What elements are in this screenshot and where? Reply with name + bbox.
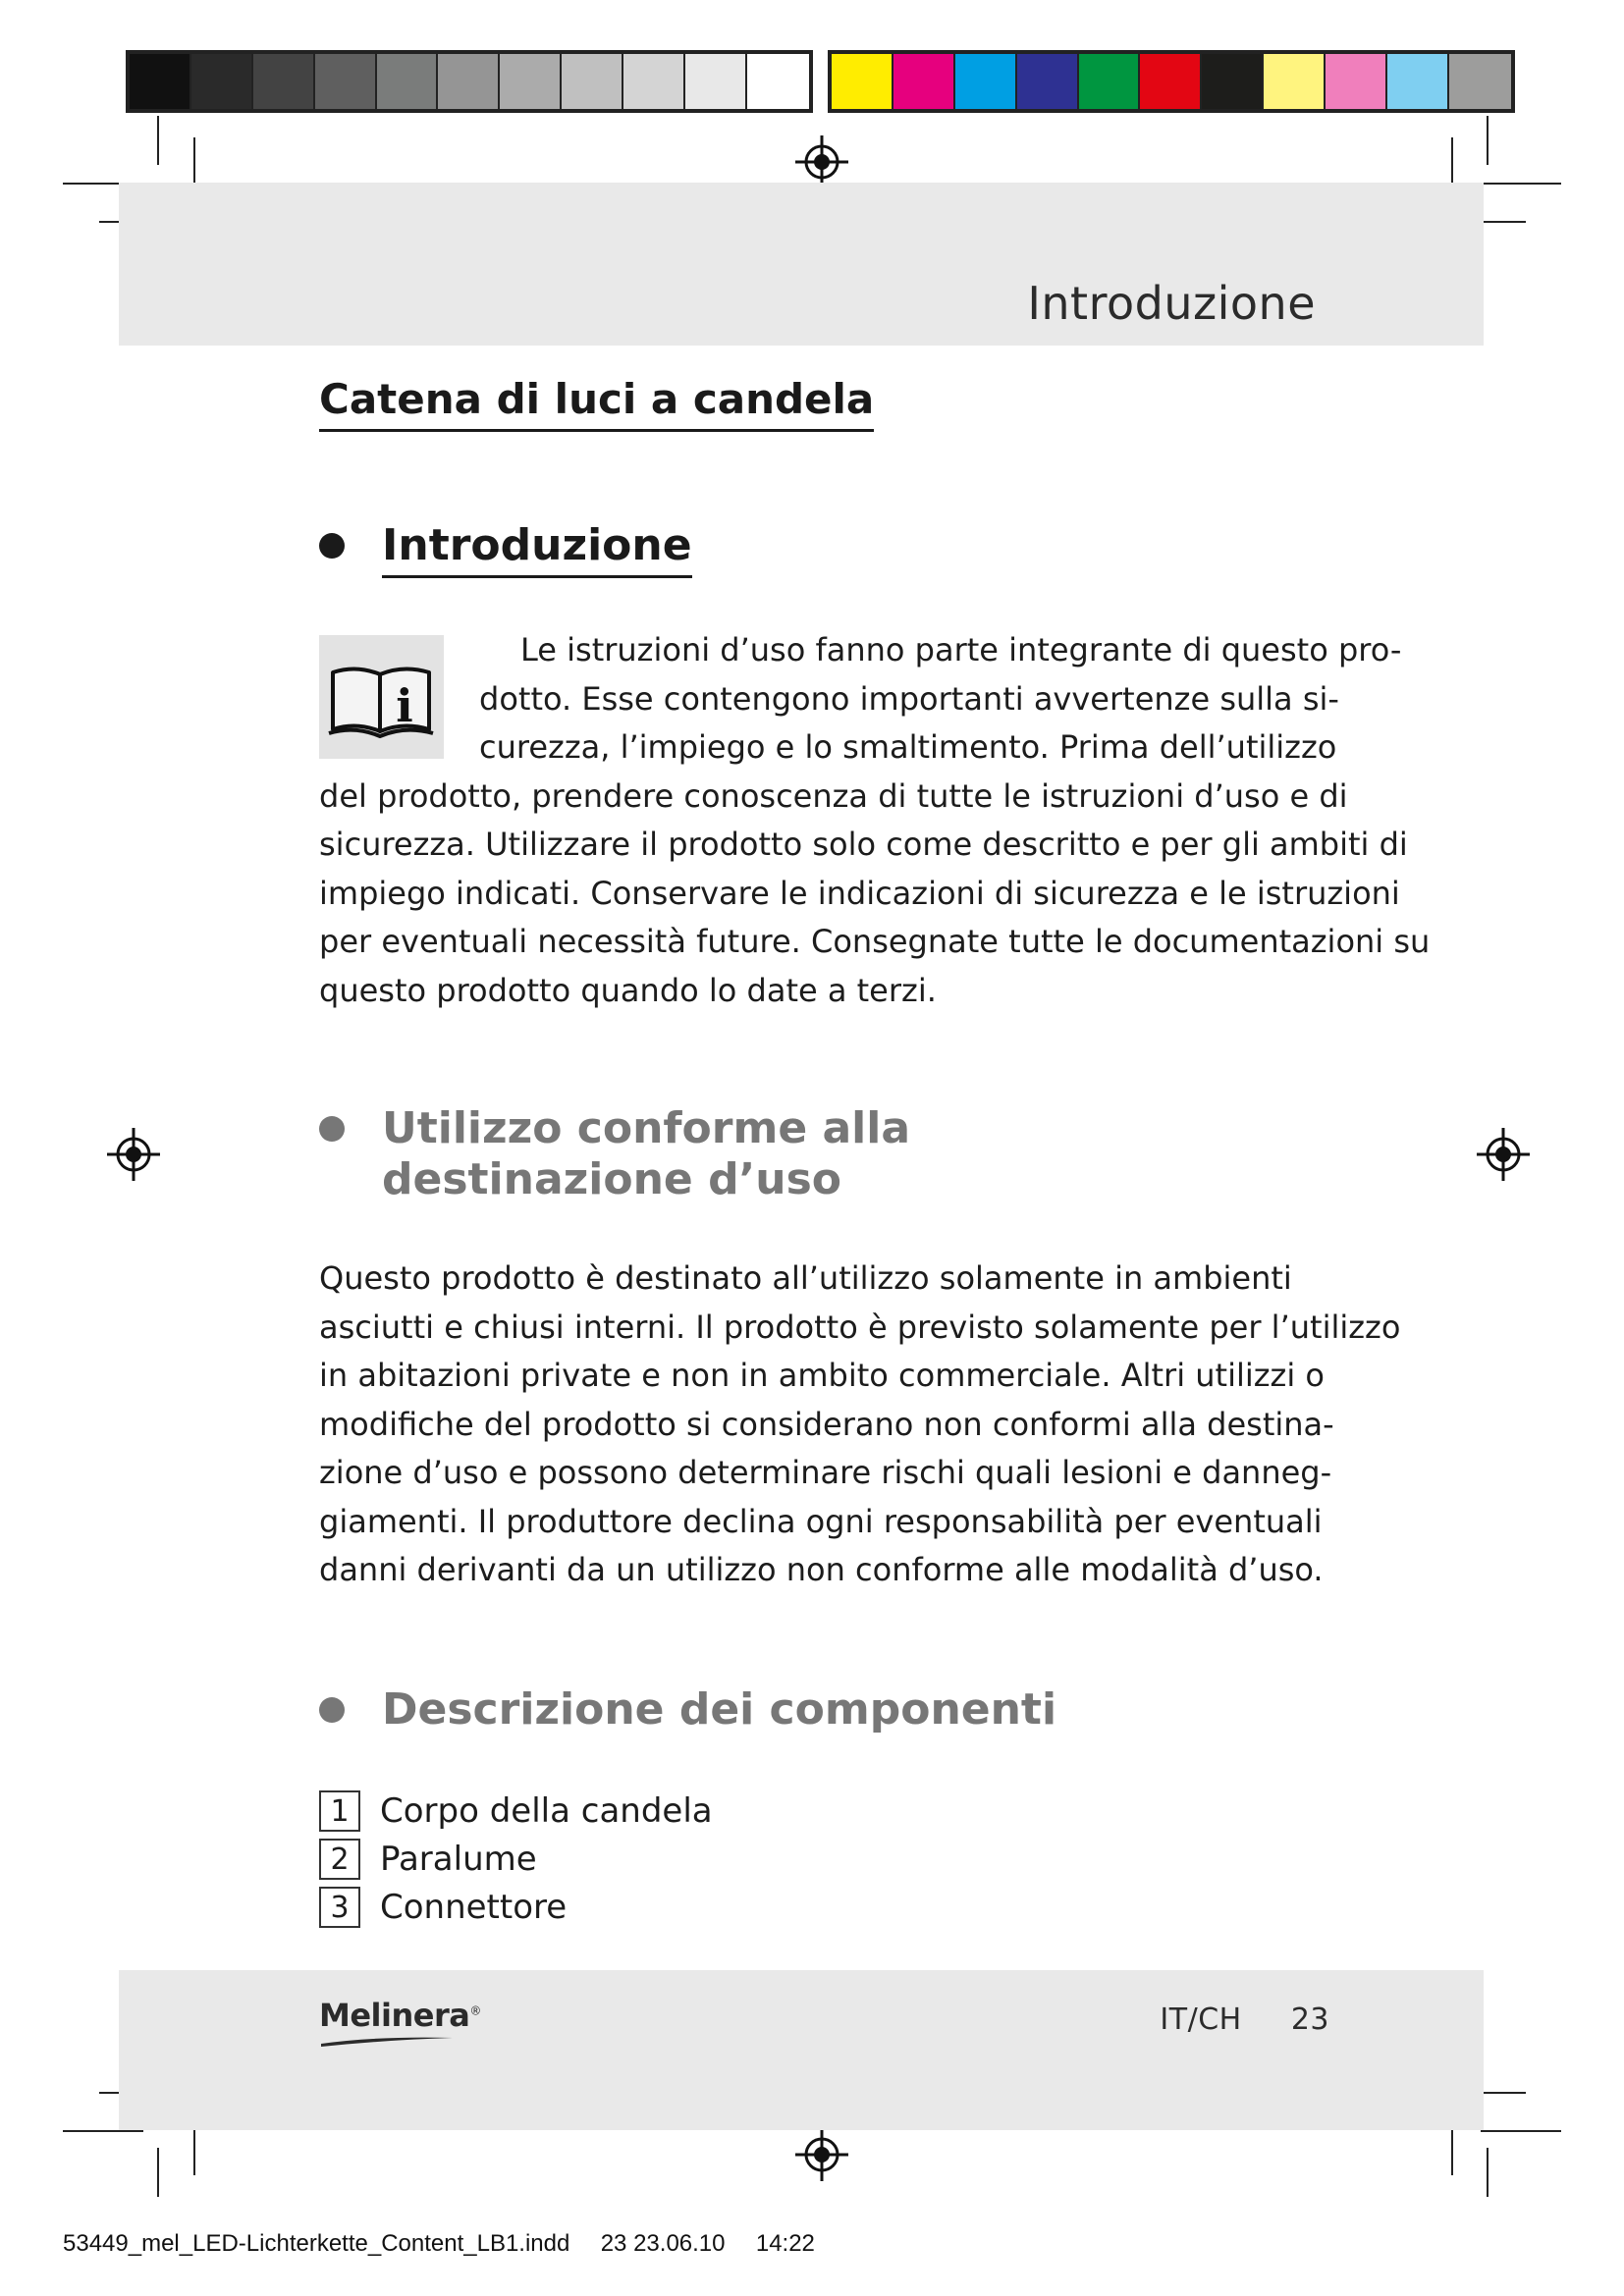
section-heading-text: destinazione d’uso [382,1154,842,1204]
intended-use-paragraph [319,1255,1401,1595]
gray-swatch [377,54,439,109]
crop-mark [1481,2130,1561,2132]
paragraph-line: impiego indicati. Conservare le indicazioni di sicurezza e le istruzioni [319,874,1400,912]
slug-date: 23.06.10 [633,2230,726,2257]
footer-page-info [1160,2002,1329,2037]
color-swatch [1202,54,1264,109]
paragraph-line: questo prodotto quando lo date a terzi. [319,971,937,1009]
page-number: 23 [1290,2002,1329,2037]
section-heading-components [319,1684,1056,1735]
process-color-bar [828,50,1515,113]
paragraph-line: danni derivanti da un utilizzo non conforme alle modalità d’uso. [319,1551,1324,1588]
paragraph-line: asciutti e chiusi interni. Il prodotto è previsto solamente per l’utilizzo [319,1308,1401,1346]
component-number: 3 [319,1887,360,1928]
brand-name: Melinera [319,1997,470,2034]
paragraph-line: giamenti. Il produttore declina ogni responsabilità per eventuali [319,1502,1323,1540]
paragraph-line: Le istruzioni d’uso fanno parte integrante di questo pro- [520,631,1402,668]
component-label: Connettore [380,1888,568,1927]
bullet-icon [319,1116,345,1142]
document-title: Catena di luci a candela [319,375,874,432]
registration-mark-icon [795,2128,848,2181]
gray-swatch [623,54,685,109]
crop-mark [63,2130,143,2132]
crop-mark [1487,2148,1489,2197]
crop-mark [157,116,159,165]
paragraph-line: del prodotto, prendere conoscenza di tutte le istruzioni d’uso e di [319,776,1348,815]
registration-mark-icon [795,135,848,188]
section-heading-introduction [319,520,692,578]
color-swatch [955,54,1017,109]
registration-mark-icon [107,1128,160,1181]
slug-time: 14:22 [755,2230,815,2257]
paragraph-line: curezza, l’impiego e lo smaltimento. Prima dell’utilizzo [479,728,1337,766]
paragraph-line: Questo prodotto è destinato all’utilizzo solamente in ambienti [319,1259,1292,1297]
brand-logo [319,1997,481,2034]
paragraph-line: zione d’uso e possono determinare rischi quali lesioni e danneg- [319,1454,1332,1491]
gray-swatch [438,54,500,109]
gray-swatch [500,54,562,109]
component-item [319,1839,537,1880]
crop-mark [1481,183,1561,185]
brand-swoosh-icon [319,2034,457,2048]
color-swatch [1326,54,1387,109]
header-section-title: Introduzione [1027,277,1316,330]
paragraph-line: in abitazioni private e non in ambito commerciale. Altri utilizzi o [319,1357,1325,1394]
color-swatch [1387,54,1449,109]
color-swatch [1264,54,1326,109]
slug-filename: 53449_mel_LED-Lichterkette_Content_LB1.indd [63,2230,570,2257]
slug-page: 23 [600,2230,627,2257]
gray-swatch [747,54,809,109]
introduction-paragraph [319,626,1431,1015]
paragraph-line: dotto. Esse contengono importanti avvertenze sulla si- [479,679,1339,718]
section-heading-intended-use [319,1103,910,1205]
gray-swatch [253,54,315,109]
color-swatch [1140,54,1202,109]
bullet-icon [319,533,345,559]
component-label: Paralume [380,1840,537,1879]
print-slug [63,2230,815,2258]
gray-swatch [315,54,377,109]
locale-code: IT/CH [1160,2002,1242,2037]
paragraph-line: modifiche del prodotto si considerano non conformi alla destina- [319,1405,1334,1443]
registered-mark: ® [469,2003,481,2018]
color-swatch [893,54,955,109]
component-number: 2 [319,1839,360,1880]
gray-swatch [562,54,623,109]
color-swatch [1017,54,1079,109]
grayscale-color-bar [126,50,813,113]
gray-swatch [130,54,191,109]
gray-swatch [685,54,747,109]
footer-band [119,1970,1484,2130]
paragraph-line: sicurezza. Utilizzare il prodotto solo come descritto e per gli ambiti di [319,826,1408,863]
section-heading-text: Introduzione [382,520,692,578]
bullet-icon [319,1697,345,1723]
svg-text:i: i [396,679,413,732]
color-swatch [1449,54,1511,109]
crop-mark [1487,116,1489,165]
component-item [319,1790,713,1832]
section-heading-text: Descrizione dei componenti [382,1684,1057,1735]
color-swatch [832,54,893,109]
component-number: 1 [319,1790,360,1832]
paragraph-line: per eventuali necessità future. Consegnate tutte le documentazioni su [319,923,1431,960]
section-heading-text: Utilizzo conforme alla [382,1103,911,1153]
color-swatch [1079,54,1141,109]
component-item [319,1887,567,1928]
component-label: Corpo della candela [380,1791,713,1831]
registration-mark-icon [1477,1128,1530,1181]
gray-swatch [191,54,253,109]
crop-mark [157,2148,159,2197]
